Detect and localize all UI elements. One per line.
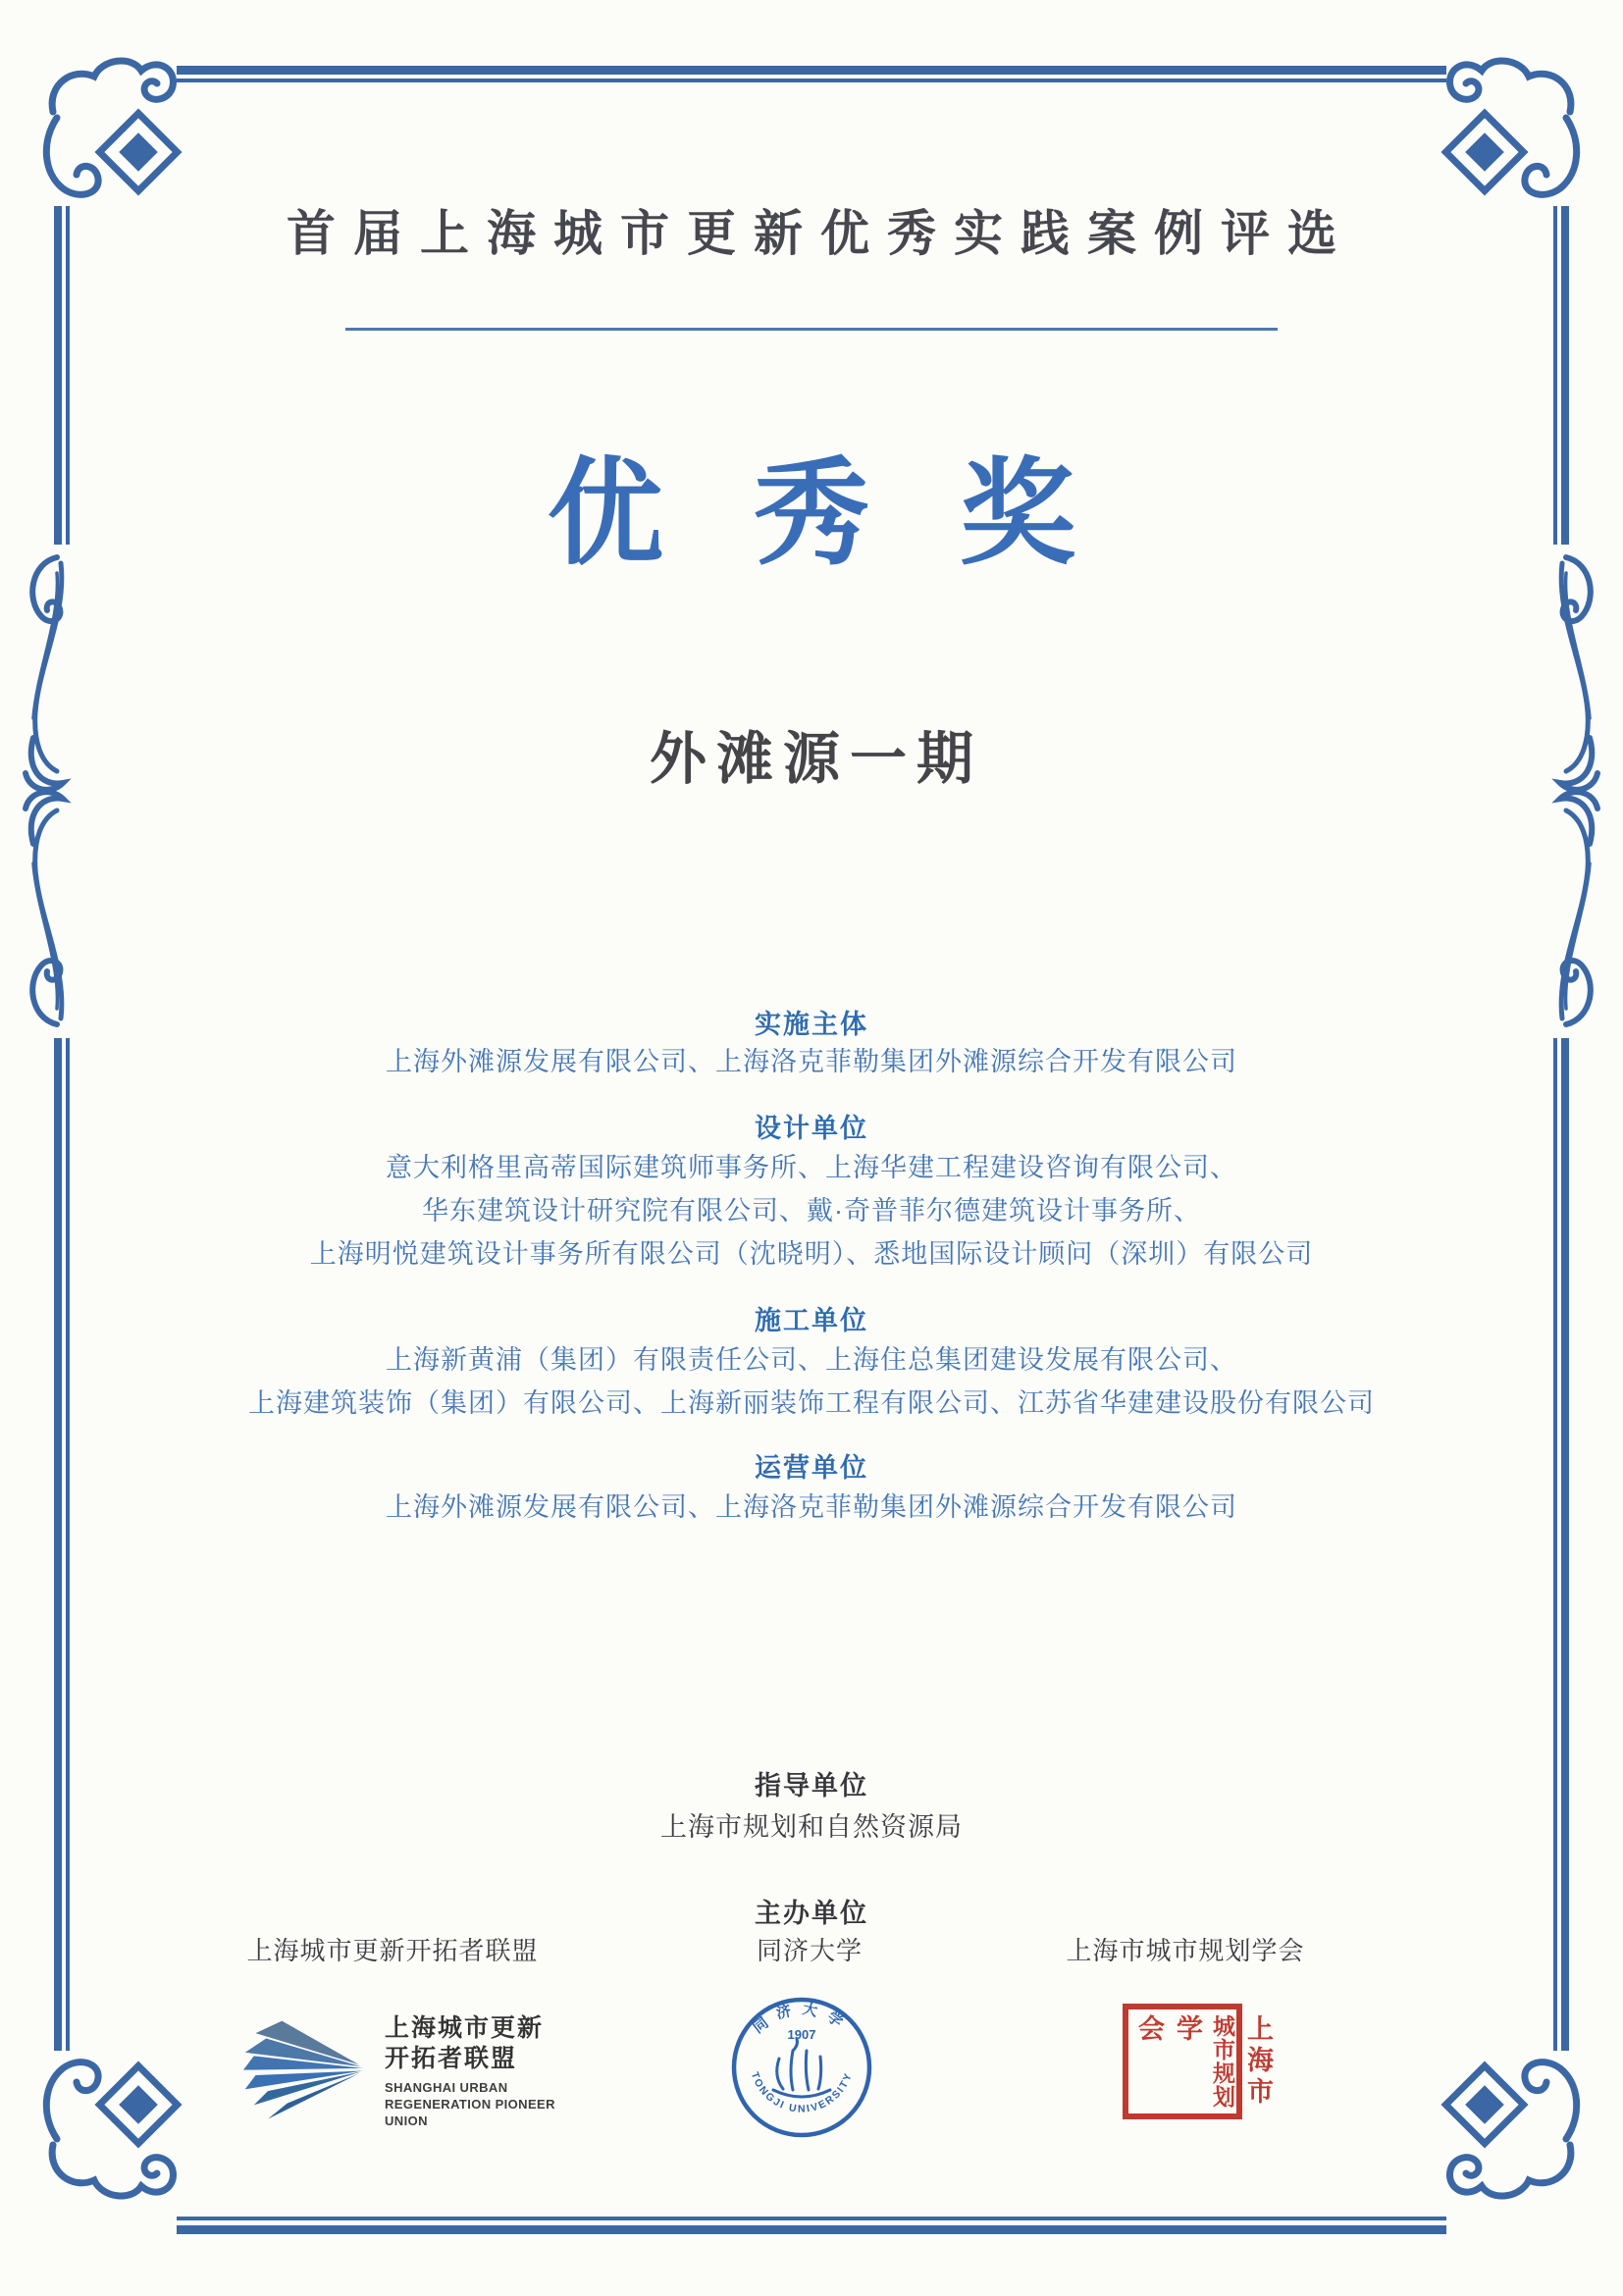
pioneer-cn-line: 上海城市更新 [385, 2014, 545, 2042]
section-line: 意大利格里高蒂国际建筑师事务所、上海华建工程建设咨询有限公司、 [386, 1153, 1237, 1182]
section-line: 上海明悦建筑设计事务所有限公司（沈晓明）、悉地国际设计顾问（深圳）有限公司 [309, 1239, 1314, 1269]
host-name-tongji: 同济大学 [756, 1936, 864, 1965]
border-top-outer [177, 66, 1446, 75]
tongji-year: 1907 [787, 2027, 816, 2042]
guidance-heading: 指导单位 [755, 1771, 868, 1800]
section-heading-implementer: 实施主体 [755, 1010, 868, 1039]
corner-flourish-icon [37, 2049, 184, 2206]
project-name: 外滩源一期 [649, 727, 983, 791]
svg-text:TONGJI UNIVERSITY [749, 2070, 855, 2115]
border-bottom-outer [177, 2225, 1446, 2234]
tongji-en-arc-text: TONGJI UNIVERSITY [748, 2070, 856, 2115]
award-name: 优秀奖 [547, 450, 1166, 579]
section-line: 上海外滩源发展有限公司、上海洛克菲勒集团外滩源综合开发有限公司 [386, 1047, 1237, 1076]
pioneer-union-logotype [385, 2013, 610, 2129]
pioneer-cn-line: 开拓者联盟 [385, 2045, 518, 2072]
section-heading-operator: 运营单位 [755, 1453, 868, 1483]
hosts-heading: 主办单位 [755, 1899, 868, 1928]
section-line: 上海新黄浦（集团）有限责任公司、上海住总集团建设发展有限公司、 [386, 1345, 1237, 1375]
pioneer-en-line: SHANGHAI URBAN [385, 2080, 508, 2095]
pioneer-union-fan-logo [243, 2017, 366, 2125]
host-name-pioneer-union: 上海城市更新开拓者联盟 [246, 1936, 539, 1965]
seal-column: 学会 [1134, 2014, 1202, 2078]
seal-column: 上海市 [1243, 2014, 1273, 2109]
section-heading-designer: 设计单位 [755, 1114, 868, 1143]
tongji-boat-icon [773, 2039, 830, 2097]
tongji-university-seal [728, 1994, 875, 2141]
border-bottom-inner [177, 2217, 1446, 2220]
seal-column: 城市规划 [1210, 2014, 1235, 2109]
section-line: 上海建筑装饰（集团）有限公司、上海新丽装饰工程有限公司、江苏省华建建设股份有限公司 [248, 1388, 1375, 1418]
title-divider [345, 328, 1278, 331]
pioneer-en-line: UNION [385, 2113, 428, 2128]
pioneer-en-line: REGENERATION PIONEER [385, 2097, 555, 2112]
section-heading-constructor: 施工单位 [755, 1306, 868, 1335]
tongji-cn-arc-text: 同济大学 [750, 2000, 854, 2037]
planning-society-red-seal [1123, 2004, 1273, 2119]
host-name-planning-society: 上海市城市规划学会 [1066, 1936, 1305, 1965]
guidance-name: 上海市规划和自然资源局 [660, 1812, 963, 1842]
section-line: 华东建筑设计研究院有限公司、戴·奇普菲尔德建筑设计事务所、 [422, 1196, 1201, 1226]
corner-flourish-icon [37, 51, 184, 208]
section-line: 上海外滩源发展有限公司、上海洛克菲勒集团外滩源综合开发有限公司 [386, 1492, 1237, 1522]
certificate-title: 首届上海城市更新优秀实践案例评选 [287, 206, 1354, 261]
corner-flourish-icon [1439, 51, 1586, 208]
pioneer-en-lines [385, 2079, 610, 2129]
corner-flourish-icon [1439, 2049, 1586, 2206]
border-top-inner [177, 78, 1446, 82]
